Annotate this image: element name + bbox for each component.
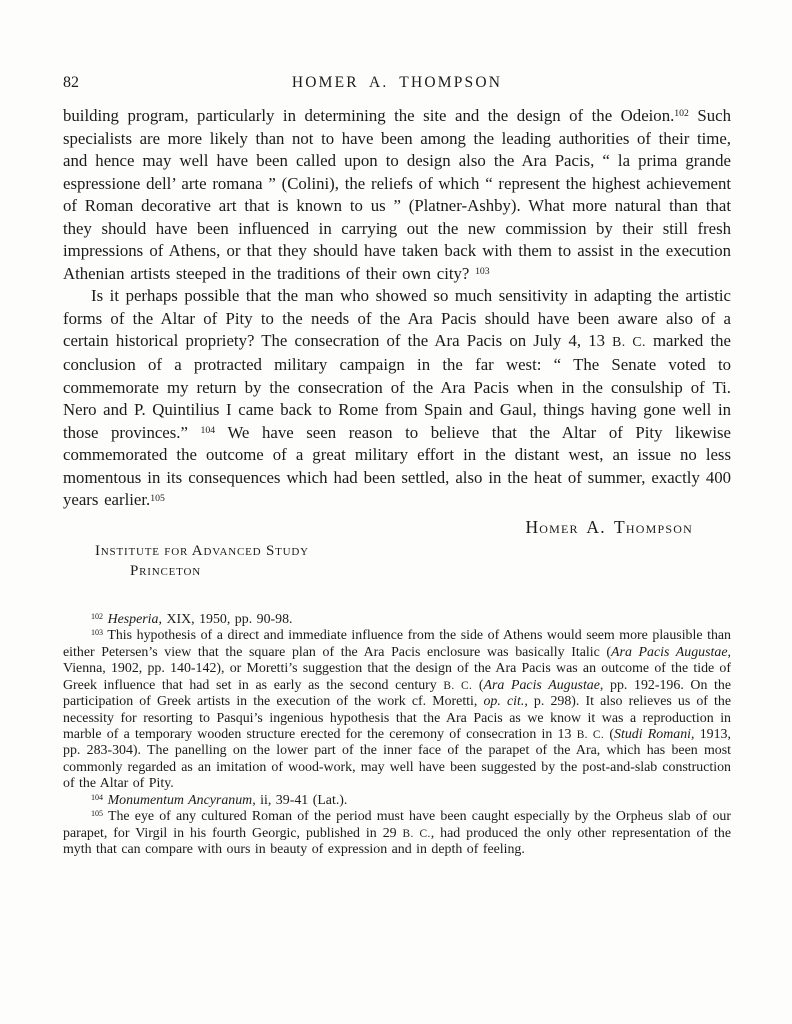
text-segment: Hesperia — [107, 611, 159, 627]
page-content — [63, 74, 731, 859]
body-paragraph — [63, 285, 731, 511]
body-paragraph — [63, 105, 731, 285]
footnotes-section — [63, 612, 731, 859]
text-segment: op. cit. — [483, 694, 525, 710]
running-title: HOMER A. THOMPSON — [291, 74, 503, 91]
author-signature: Homer A. Thompson — [525, 516, 693, 537]
text-segment: , had produced the only other representation of the myth that can compare with ours in beauty of expression and in depth of feeling. — [63, 825, 731, 858]
text-segment: , 1913, pp. 283-304). The panelling on the lower part of the inner face of the parapet of the Ara, which has been most commonly regarded as an imitation of wood-work, may well have been suggested by the post-and-slab construction of the Altar of Pity. — [63, 727, 731, 792]
text-segment: The eye of any cultured Roman of the period must have been caught especially by the Orpheus slab of our parapet, for Virgil in his fourth Georgic, published in 29 — [63, 809, 731, 841]
footnote-ref: 103 — [91, 628, 104, 638]
footnote-ref: 104 — [200, 424, 216, 436]
text-segment: marked the conclusion of a protracted military campaign in the far west: “ The Senate voted to commemorate my return by the consecration of the Ara Pacis when in the consulship of Ti. Nero and P. Quintilius I came back to Rome from Spain and Gaul, things having gone well in those provinces.” — [63, 331, 731, 442]
author-affiliation — [63, 541, 731, 581]
footnote-ref: 102 — [674, 108, 689, 120]
footnote-104 — [63, 793, 731, 809]
text-segment: , ii, 39-41 (Lat.). — [252, 792, 348, 808]
running-head — [63, 74, 731, 96]
text-segment: ( — [472, 677, 484, 693]
page-number: 82 — [63, 74, 79, 91]
text-segment: We have seen reason to believe that the Altar of Pity likewise commemorated the outcome of a great military effort in the distant west, an issue no less momentous in its consequences which had been settled, also in the heat of summer, exactly 400 years earlier. — [63, 422, 732, 510]
text-segment: building program, particularly in determining the site and the design of the Odeion. — [63, 106, 675, 125]
text-segment: B. C. — [443, 679, 473, 692]
affiliation-institution: Institute for Advanced Study — [95, 542, 309, 559]
text-segment: B. C. — [576, 729, 605, 742]
footnote-103 — [63, 628, 731, 793]
footnote-ref: 103 — [475, 266, 490, 278]
text-segment: , pp. 192-196. On the participation of Greek artists in the execution of the work cf. Moretti, — [63, 677, 731, 710]
text-segment: , Vienna, 1902, pp. 140-142), or Moretti’s suggestion that the design of the Ara Pacis was an outcome of the tide of Greek influence that had set in as early as the second century — [63, 644, 731, 693]
footnote-ref: 105 — [150, 492, 165, 504]
text-segment: B. C. — [402, 827, 431, 840]
text-segment: ( — [604, 727, 615, 743]
text-segment: , p. 298). It also relieves us of the necessity for resorting to Pasqui’s ingenious hypothesis that the Ara Pacis as we know it was a reproduction in marble of a temporary wooden structure erected for the ceremony of consecration in 13 — [63, 694, 731, 743]
footnote-ref: 104 — [91, 792, 104, 802]
text-segment: Is it perhaps possible that the man who showed so much sensitivity in adapting the artistic forms of the Altar of Pity to the needs of the Ara Pacis should have been aware also of a certain historical propriety? The consecration of the Ara Pacis on July 4, 13 — [63, 286, 731, 351]
footnote-ref: 105 — [91, 809, 104, 819]
text-segment: , XIX, 1950, pp. 90-98. — [158, 611, 293, 627]
footnote-ref: 102 — [91, 611, 104, 621]
text-segment: Monumentum Ancyranum — [107, 792, 253, 808]
article-body — [63, 105, 731, 512]
text-segment: Such specialists are more likely than not to have been among the leading authorities of their time, and hence may well have been called upon to design also the Ara Pacis, “ la prima grande espressione dell’ arte romana ” (Colini), the reliefs of which “ represent the highest achievement of Roman decorative art that is known to us ” (Platner-Ashby). What more natural than that they should have been influenced in carrying out the new commission by their still fresh impressions of Athens, or that they should have taken back with them to assist in the execution Athenian artists steeped in the traditions of their own city? — [63, 106, 731, 283]
text-segment: B. C. — [612, 334, 646, 350]
text-segment: Studi Romani — [614, 727, 692, 743]
text-segment: Ara Pacis Augustae — [483, 677, 600, 693]
text-segment: This hypothesis of a direct and immediate influence from the side of Athens would seem more plausible than either Petersen’s view that the square plan of the Ara Pacis enclosure was basically Italic ( — [63, 628, 731, 660]
text-segment: Ara Pacis Augustae — [611, 644, 728, 660]
affiliation-city: Princeton — [130, 562, 201, 579]
footnote-105 — [63, 809, 731, 858]
footnote-102 — [63, 612, 731, 628]
